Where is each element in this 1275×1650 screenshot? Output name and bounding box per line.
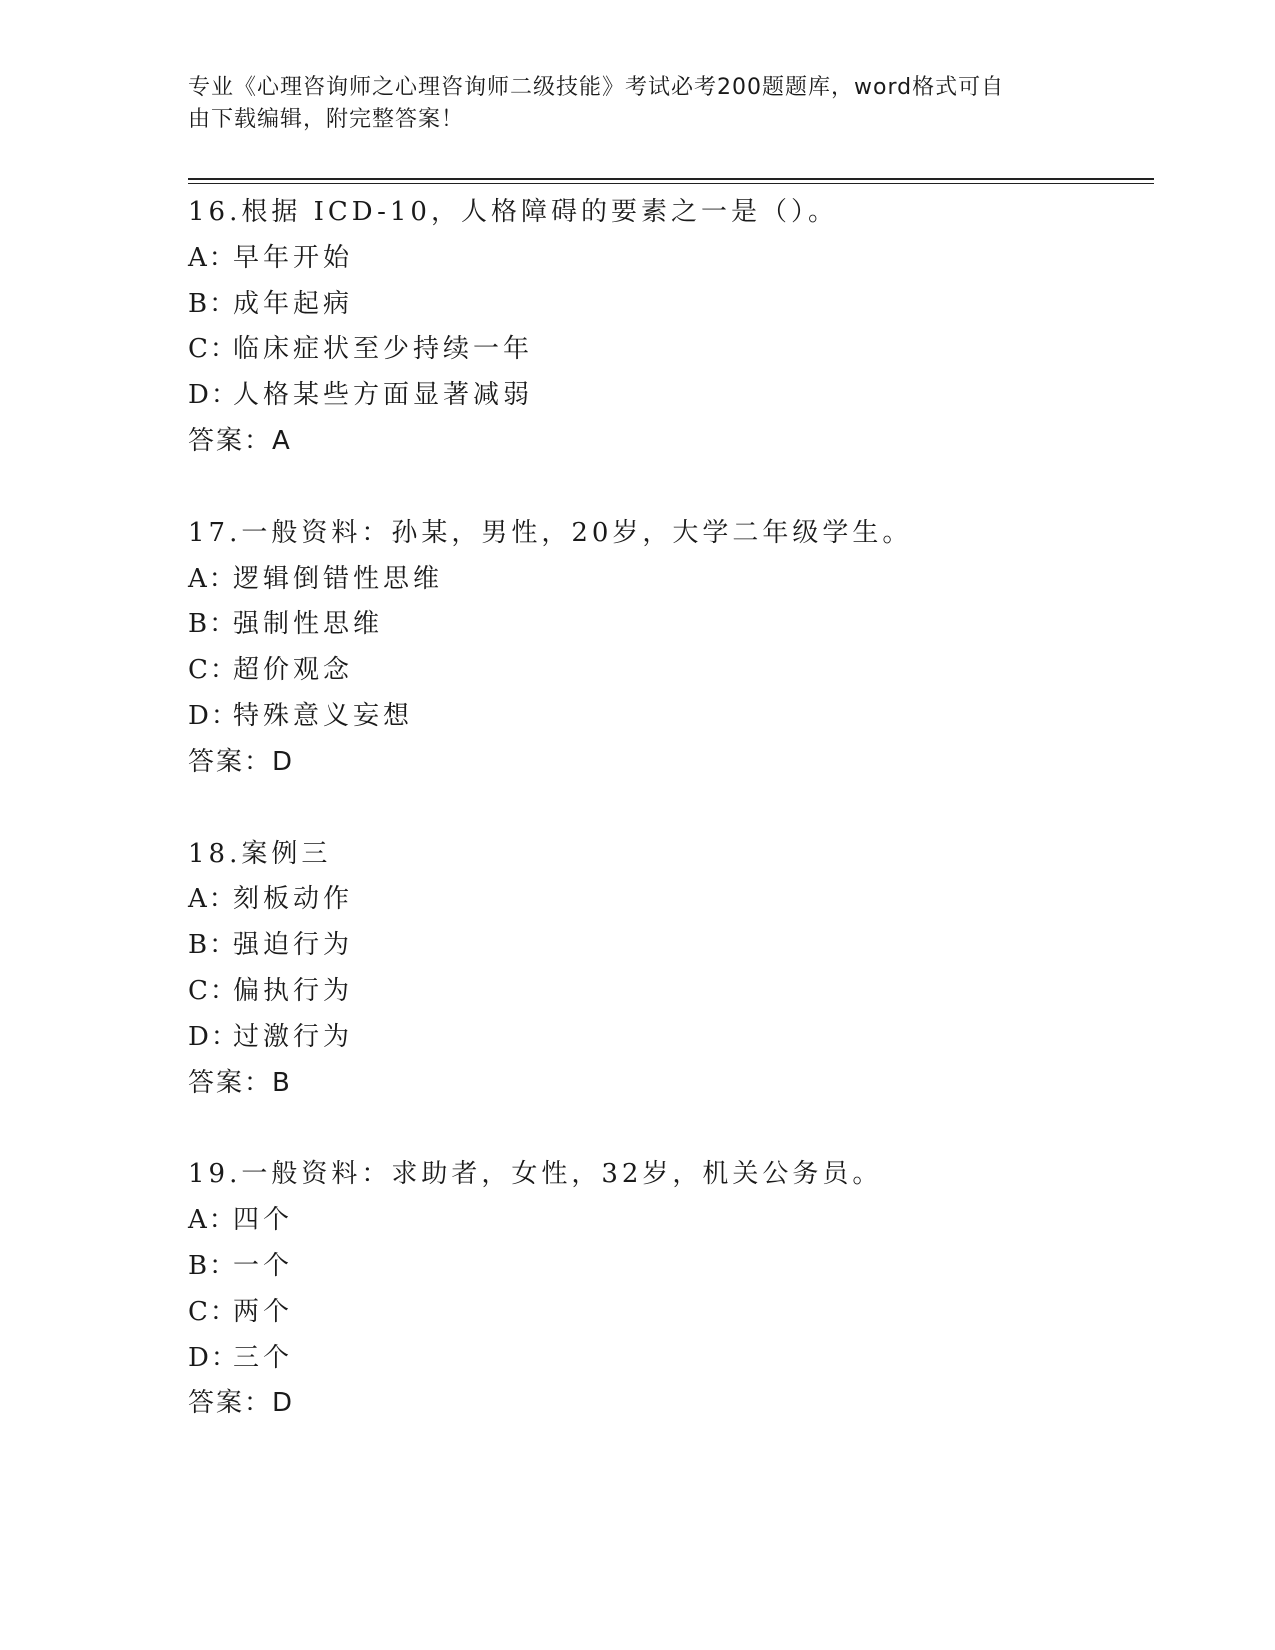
option-d [188,1015,1148,1061]
option-letter: A： [188,1205,237,1236]
option-letter: D： [188,380,239,411]
option-letter: B： [188,1250,238,1281]
option-b [188,1244,1148,1290]
option-letter: D： [188,700,239,731]
question-17 [188,511,1148,786]
header-line-1: 专业《心理咨询师之心理咨询师二级技能》考试必考200题题库，word格式可自 [188,75,1005,100]
option-letter: A： [188,563,237,594]
option-text: 过激行为 [233,1021,354,1052]
answer-line: 答案：A [188,425,292,456]
option-text: 两个 [233,1296,294,1327]
option-c [188,1290,1148,1336]
header-line-2: 由下载编辑，附完整答案！ [188,107,465,132]
option-text: 逻辑倒错性思维 [233,563,444,594]
question-19 [188,1152,1148,1427]
option-c [188,969,1148,1015]
option-letter: D： [188,1021,239,1052]
option-text: 偏执行为 [233,975,354,1006]
option-a [188,557,1148,603]
option-letter: A： [188,884,237,915]
header-divider-thin [188,183,1154,184]
option-d [188,694,1148,740]
option-letter: B： [188,288,238,319]
question-stem: 18.案例三 [188,838,332,869]
option-letter: A： [188,242,237,273]
option-text: 临床症状至少持续一年 [233,334,534,365]
option-text: 三个 [233,1342,294,1373]
option-letter: C： [188,975,238,1006]
option-letter: B： [188,609,238,640]
option-text: 刻板动作 [233,884,354,915]
option-letter: C： [188,334,238,365]
header-divider-thick [188,178,1154,180]
option-letter: D： [188,1342,239,1373]
option-text: 强制性思维 [233,609,384,640]
option-d [188,1336,1148,1382]
option-c [188,648,1148,694]
option-text: 早年开始 [233,242,354,273]
option-d [188,373,1148,419]
option-a [188,877,1148,923]
answer-line: 答案：D [188,1388,295,1419]
option-text: 一个 [233,1250,294,1281]
option-b [188,602,1148,648]
question-stem: 17.一般资料：孙某，男性，20岁，大学二年级学生。 [188,517,913,548]
question-stem: 16.根据 ICD-10，人格障碍的要素之一是（）。 [188,197,838,227]
answer-line: 答案：D [188,746,295,777]
question-18 [188,832,1148,1107]
option-letter: C： [188,655,238,686]
option-a [188,1198,1148,1244]
option-text: 特殊意义妄想 [233,700,414,731]
option-text: 成年起病 [233,288,354,319]
question-16 [188,190,1148,465]
option-b [188,923,1148,969]
question-stem: 19.一般资料：求助者，女性，32岁，机关公务员。 [188,1159,883,1190]
option-c [188,327,1148,373]
option-a [188,236,1148,282]
answer-line: 答案：B [188,1067,292,1098]
option-text: 人格某些方面显著减弱 [233,380,534,411]
question-list [188,190,1148,1473]
option-letter: B： [188,930,238,961]
option-text: 四个 [233,1205,294,1236]
option-text: 超价观念 [233,655,354,686]
option-b [188,282,1148,328]
option-letter: C： [188,1296,238,1327]
document-header [188,72,1088,136]
option-text: 强迫行为 [233,930,354,961]
